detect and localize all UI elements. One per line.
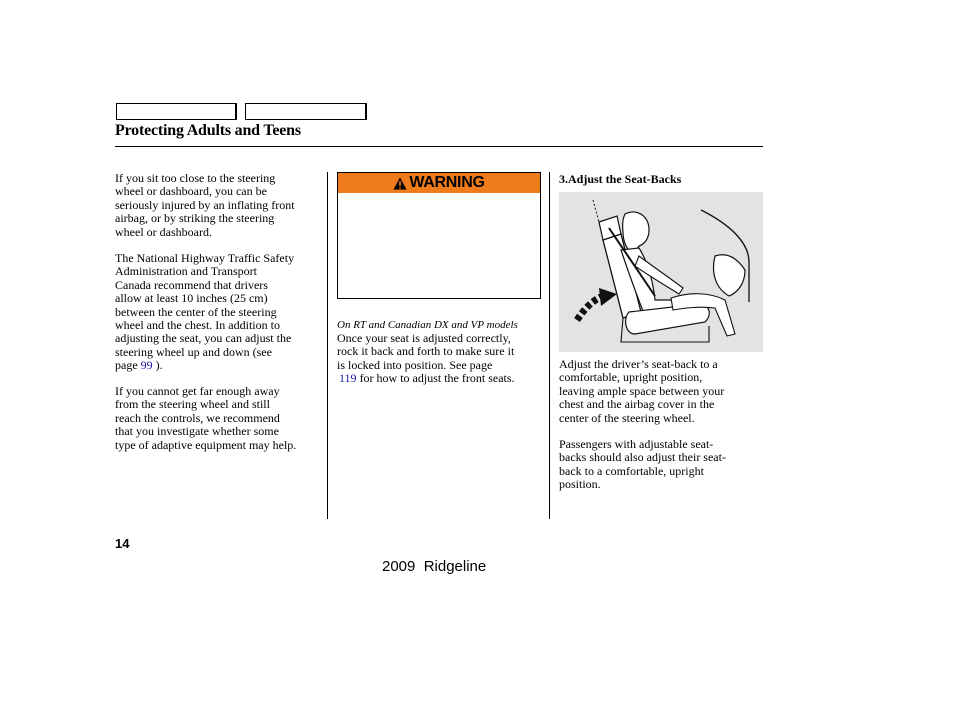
- warning-triangle-icon: [393, 177, 407, 190]
- col2-paragraph-1: [337, 332, 547, 386]
- warning-label: WARNING: [409, 174, 485, 191]
- col1-paragraph-2: [115, 252, 325, 373]
- col2-paragraph-1-end: for how to adjust the front seats.: [356, 371, 515, 386]
- page-number: 14: [115, 536, 130, 551]
- col1-paragraph-2-end: ).: [152, 358, 163, 373]
- seat-back-adjustment-illustration: [559, 192, 763, 352]
- column-divider-1: [327, 172, 328, 519]
- section-title: Protecting Adults and Teens: [115, 122, 301, 139]
- header-rule: [115, 146, 763, 147]
- col1-paragraph-1: If you sit too close to the steering wheel or dashboard, you can be seriously injured by an inflating front airbag, or by striking the steering wheel or dashboard.: [115, 171, 295, 239]
- seat-illustration-icon: [559, 192, 763, 352]
- seat-backs-heading: 3.Adjust the Seat-Backs: [559, 172, 682, 186]
- col3-paragraph-2: Passengers with adjustable seat- backs should also adjust their seat- back to a comfortable, upright position.: [559, 437, 726, 492]
- col1-paragraph-2-text: The National Highway Traffic Safety Administration and Transport Canada recommend that drivers allow at least 10 inches (25 cm) between the center of the steering wheel and the chest. In addition to adjusting the seat, you can adjust the steering wheel up and down (see page: [115, 251, 295, 373]
- header-tab-2: [245, 103, 367, 120]
- page-99-link[interactable]: 99: [140, 358, 153, 373]
- column-divider-2: [549, 172, 550, 519]
- col2-paragraph-1-text: Once your seat is adjusted correctly, rock it back and forth to make sure it is locked into position. See page: [337, 331, 515, 372]
- page-119-link[interactable]: 119: [339, 371, 357, 386]
- col3-paragraph-1: Adjust the driver’s seat-back to a comfortable, upright position, leaving ample space between your chest and the airbag cover in the center of the steering wheel.: [559, 357, 725, 425]
- footer-model: 2009 Ridgeline: [382, 558, 487, 575]
- warning-header: [338, 173, 540, 193]
- col1-paragraph-3: If you cannot get far enough away from the steering wheel and still reach the controls, we recommend that you investigate whether some type of adaptive equipment may help.: [115, 384, 297, 452]
- model-caption: On RT and Canadian DX and VP models: [337, 319, 518, 331]
- header-tab-1: [116, 103, 237, 120]
- warning-box: [337, 172, 541, 299]
